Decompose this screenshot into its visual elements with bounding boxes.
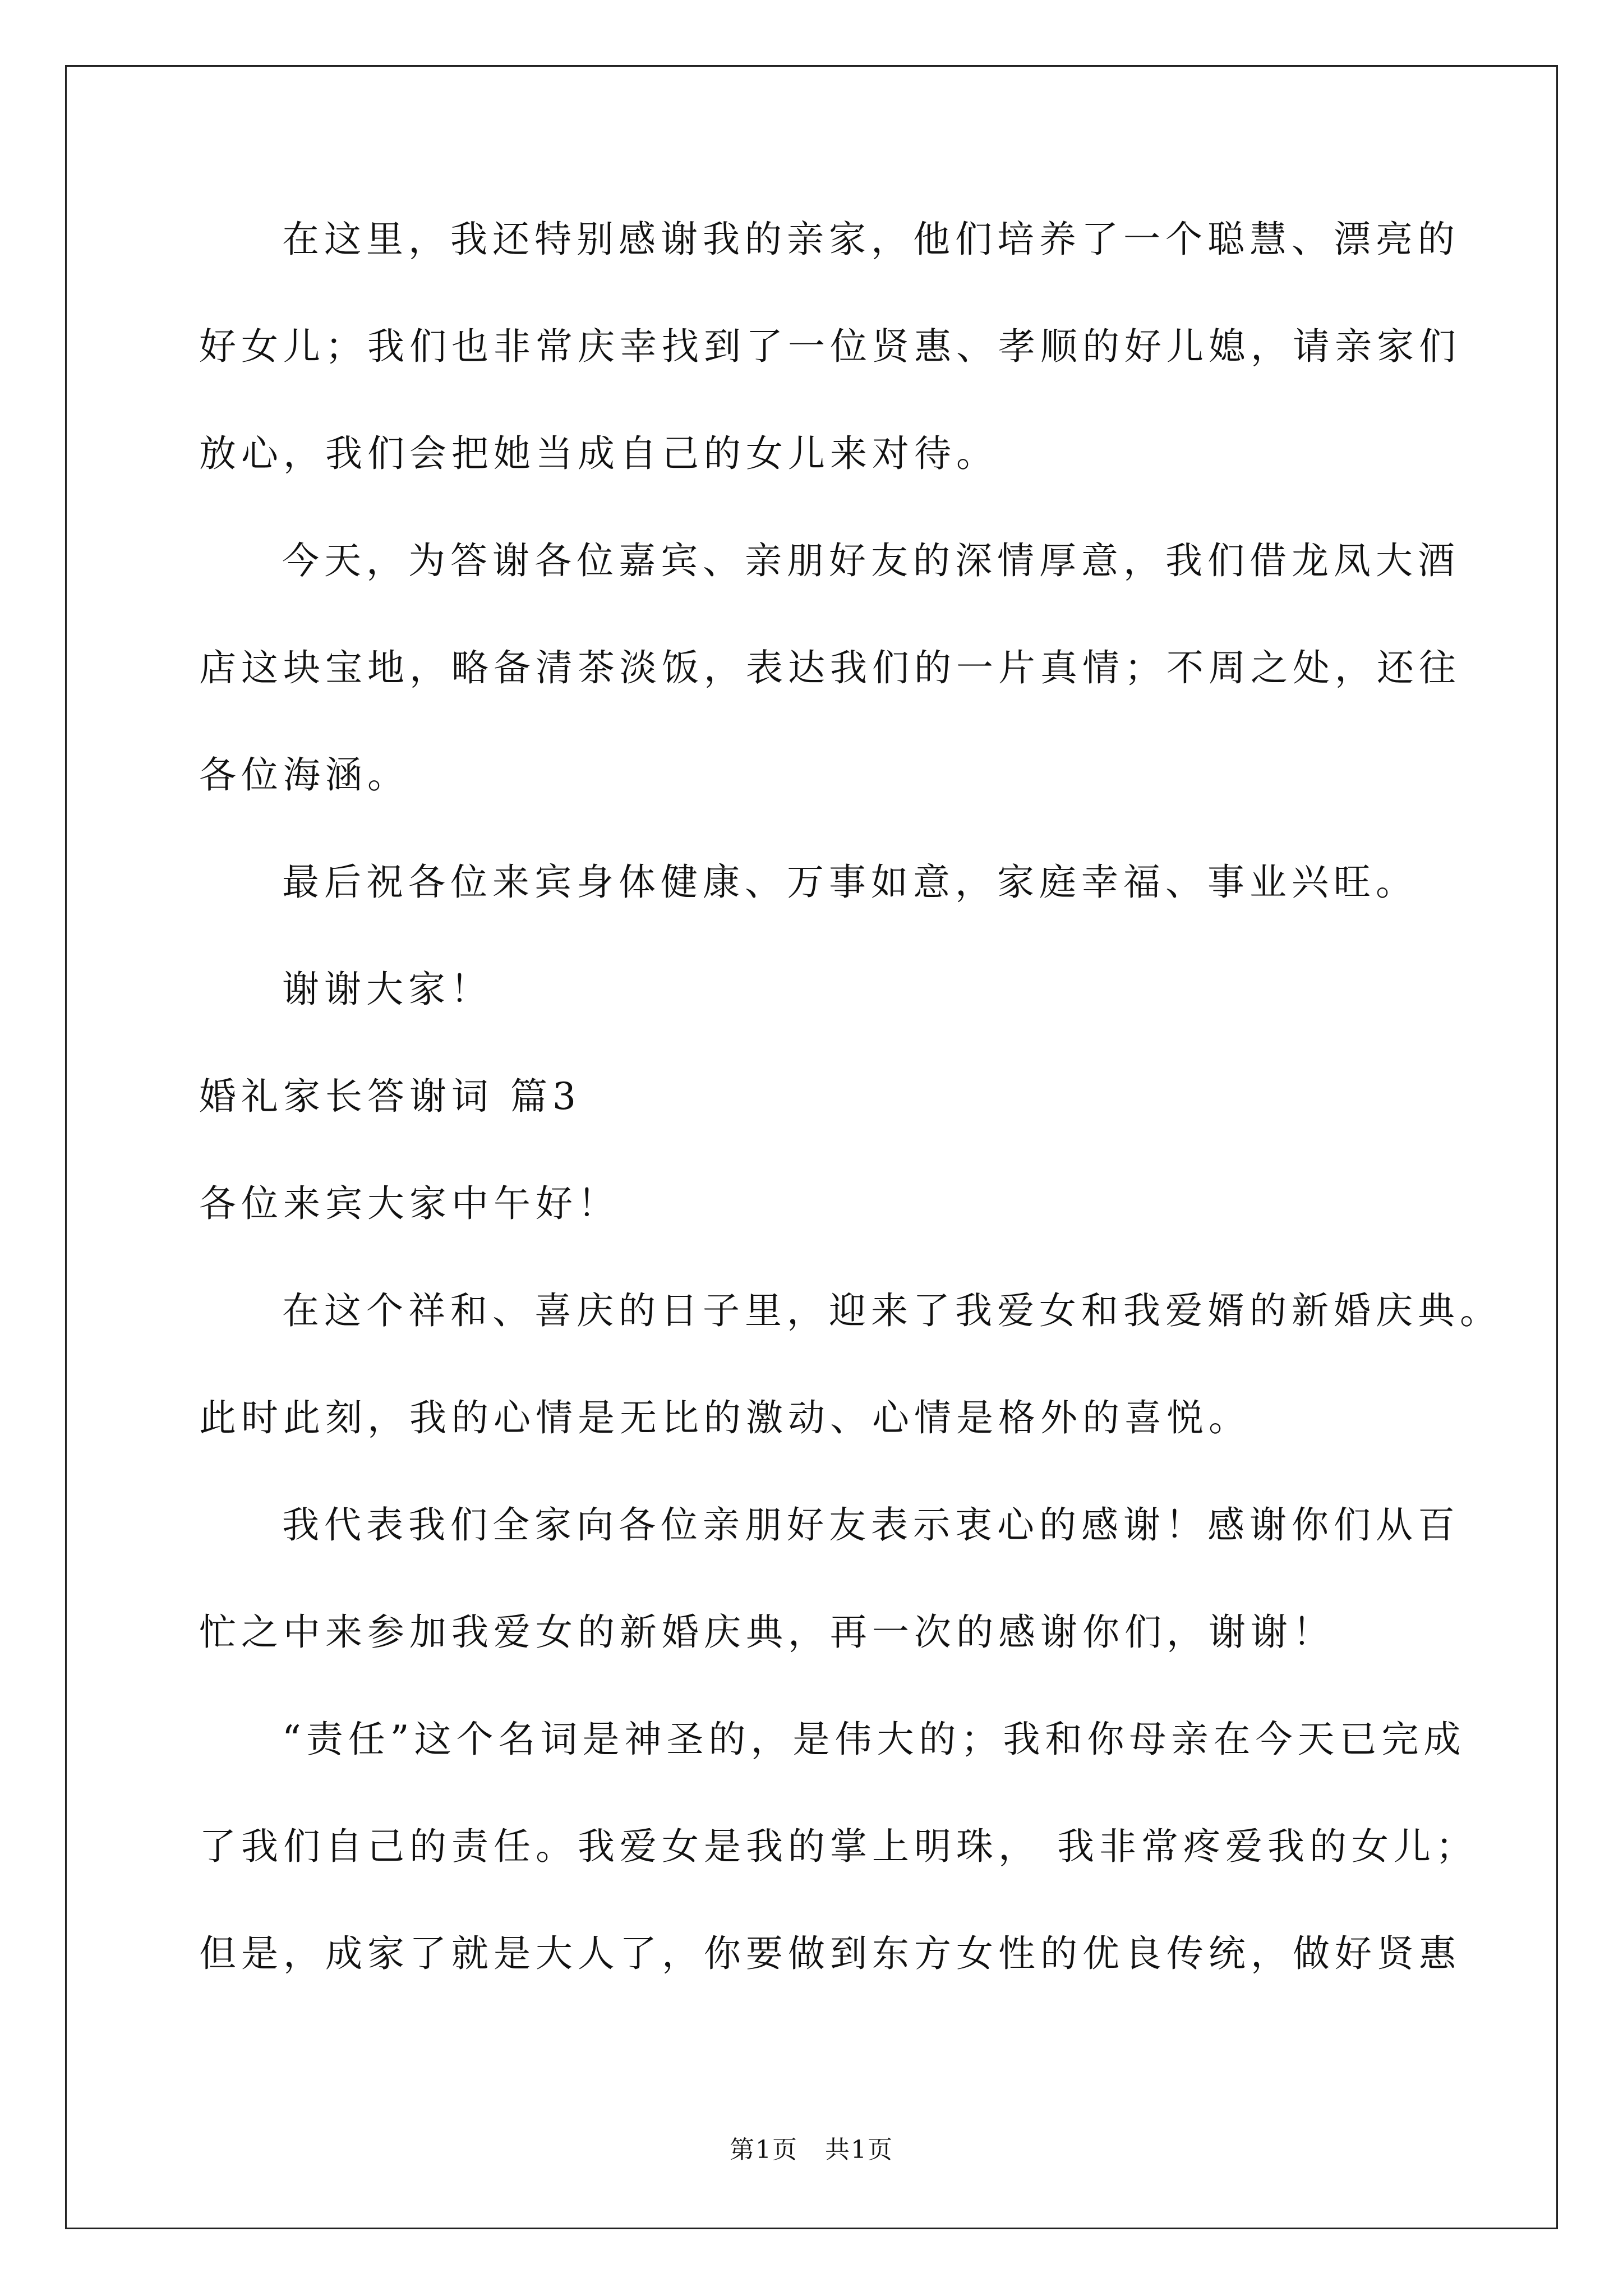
text-line: “责任”这个名词是神圣的，是伟大的；我和你母亲在今天已完成 (282, 1718, 1466, 1761)
text-line: 各位海涵。 (199, 753, 409, 797)
text-line: 谢谢大家！ (282, 968, 492, 1011)
text-line: 忙之中来参加我爱女的新婚庆典，再一次的感谢你们，谢谢！ (199, 1611, 1335, 1654)
text-line: 放心，我们会把她当成自己的女儿来对待。 (199, 432, 998, 475)
text-line: 在这里，我还特别感谢我的亲家，他们培养了一个聪慧、漂亮的 (282, 218, 1460, 261)
text-line: 好女儿；我们也非常庆幸找到了一位贤惠、孝顺的好儿媳，请亲家们 (199, 325, 1461, 368)
text-line: 最后祝各位来宾身体健康、万事如意，家庭幸福、事业兴旺。 (282, 861, 1418, 904)
text-line: 但是，成家了就是大人了，你要做到东方女性的优良传统，做好贤惠 (199, 1932, 1461, 1975)
text-line: 今天，为答谢各位嘉宾、亲朋好友的深情厚意，我们借龙凤大酒 (282, 539, 1460, 582)
greeting-line: 各位来宾大家中午好！ (199, 1182, 620, 1225)
text-line: 此时此刻，我的心情是无比的激动、心情是格外的喜悦。 (199, 1396, 1251, 1439)
section-heading: 婚礼家长答谢词 篇3 (199, 1075, 581, 1118)
text-line: 在这个祥和、喜庆的日子里，迎来了我爱女和我爱婿的新婚庆典。 (282, 1289, 1502, 1332)
page-footer (0, 2134, 1623, 2166)
page-border (65, 65, 1558, 2229)
page-number-current: 第1页 (730, 2136, 798, 2164)
text-line: 店这块宝地，略备清茶淡饭，表达我们的一片真情；不周之处，还往 (199, 646, 1461, 689)
page-number-total: 共1页 (825, 2136, 893, 2164)
text-line: 了我们自己的责任。我爱女是我的掌上明珠， 我非常疼爱我的女儿； (199, 1825, 1478, 1868)
text-line: 我代表我们全家向各位亲朋好友表示衷心的感谢！感谢你们从百 (282, 1503, 1460, 1547)
